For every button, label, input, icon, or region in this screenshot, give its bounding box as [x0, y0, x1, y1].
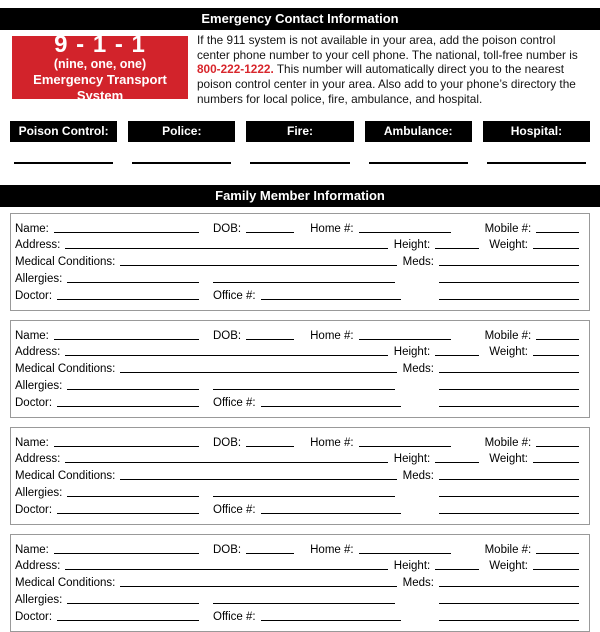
address-label: Address:	[15, 453, 61, 466]
contact-blank-ambulance	[365, 162, 472, 164]
member-row-doctor	[15, 394, 579, 409]
write-in-line	[14, 162, 113, 164]
member-row-allergies	[15, 484, 579, 499]
emergency-contacts-label-row	[10, 121, 590, 142]
emergency-contact-header-title: Emergency Contact Information	[201, 11, 399, 26]
write-in-line	[132, 162, 231, 164]
meds-label: Meds:	[402, 363, 434, 376]
allergies-label: Allergies:	[15, 486, 63, 499]
height-write-in-line	[435, 355, 479, 356]
meds-write-in-line	[439, 372, 579, 373]
address-write-in-line	[65, 248, 387, 249]
name-field	[15, 330, 199, 342]
allergies-write-in-line	[67, 496, 199, 497]
member-row-medical	[15, 253, 579, 268]
911-pronunciation: (nine, one, one)	[53, 57, 147, 72]
poison-control-paragraph	[197, 33, 588, 107]
meds-continuation-line	[439, 282, 579, 283]
meds-write-in-line	[439, 265, 579, 266]
doctor-label: Doctor:	[15, 610, 53, 623]
meds-continuation-line	[439, 513, 579, 514]
name-label: Name:	[15, 222, 49, 235]
allergies-field	[15, 380, 199, 392]
name-label: Name:	[15, 329, 49, 342]
address-label: Address:	[15, 239, 61, 252]
member-row-allergies	[15, 377, 579, 392]
medical-conditions-write-in-line	[120, 372, 396, 373]
member-row-address	[15, 343, 579, 358]
family-member-entry	[10, 320, 590, 418]
medical-conditions-write-in-line	[120, 586, 396, 587]
mobile-phone-label: Mobile #:	[484, 222, 532, 235]
height-write-in-line	[435, 462, 479, 463]
doctor-field	[15, 504, 199, 516]
contact-label-fire: Fire:	[246, 121, 353, 142]
meds-label: Meds:	[402, 470, 434, 483]
medical-conditions-label: Medical Conditions:	[15, 363, 116, 376]
home-phone-write-in-line	[359, 339, 451, 340]
height-write-in-line	[435, 248, 479, 249]
doctor-write-in-line	[57, 620, 199, 621]
doctor-write-in-line	[57, 406, 199, 407]
name-write-in-line	[54, 232, 199, 233]
member-row-medical	[15, 360, 579, 375]
member-row-address	[15, 450, 579, 465]
address-write-in-line	[65, 355, 387, 356]
office-phone-write-in-line	[261, 406, 401, 407]
doctor-field	[15, 290, 199, 302]
name-write-in-line	[54, 446, 199, 447]
medical-conditions-label: Medical Conditions:	[15, 577, 116, 590]
address-write-in-line	[65, 462, 387, 463]
name-field	[15, 544, 199, 556]
member-row-allergies	[15, 270, 579, 285]
medical-conditions-write-in-line	[120, 479, 396, 480]
weight-label: Weight:	[489, 346, 528, 359]
address-label: Address:	[15, 560, 61, 573]
meds-continuation-line	[439, 620, 579, 621]
family-member-header	[0, 185, 600, 207]
member-row-doctor	[15, 287, 579, 302]
weight-label: Weight:	[489, 239, 528, 252]
doctor-write-in-line	[57, 299, 199, 300]
family-member-entry	[10, 213, 590, 311]
911-caption: Emergency Transport System	[33, 72, 167, 103]
allergies-field	[15, 487, 199, 499]
paragraph-text-before: If the 911 system is not available in your area, add the poison control center phone number to your cell phone. The national, toll-free number is	[197, 33, 578, 62]
medical-conditions-label: Medical Conditions:	[15, 256, 116, 269]
name-write-in-line	[54, 553, 199, 554]
height-label: Height:	[393, 346, 431, 359]
dob-label: DOB:	[213, 543, 242, 556]
allergies-write-in-line	[67, 603, 199, 604]
dob-label: DOB:	[213, 329, 242, 342]
member-row-allergies	[15, 591, 579, 606]
office-phone-label: Office #:	[213, 289, 256, 302]
doctor-write-in-line	[57, 513, 199, 514]
member-row-doctor	[15, 608, 579, 623]
dob-write-in-line	[246, 553, 294, 554]
mobile-phone-label: Mobile #:	[484, 543, 532, 556]
write-in-line	[250, 162, 349, 164]
allergies-field	[15, 594, 199, 606]
meds-continuation-line	[439, 603, 579, 604]
contact-blank-hospital	[483, 162, 590, 164]
height-label: Height:	[393, 239, 431, 252]
member-row-identity	[15, 220, 579, 235]
write-in-line	[369, 162, 468, 164]
height-label: Height:	[393, 560, 431, 573]
mobile-phone-write-in-line	[536, 232, 579, 233]
weight-write-in-line	[533, 355, 579, 356]
office-phone-label: Office #:	[213, 503, 256, 516]
meds-continuation-line	[439, 389, 579, 390]
weight-label: Weight:	[489, 560, 528, 573]
member-row-address	[15, 236, 579, 251]
allergies-label: Allergies:	[15, 272, 63, 285]
address-label: Address:	[15, 346, 61, 359]
member-row-address	[15, 557, 579, 572]
home-phone-label: Home #:	[310, 329, 354, 342]
paragraph-text-after: This number will automatically direct you to the nearest poison control center in your area. Also add to your phone’s directory the numbers for local police, fire, ambulance, and hospital.	[197, 62, 576, 106]
write-in-line	[487, 162, 586, 164]
weight-label: Weight:	[489, 453, 528, 466]
meds-write-in-line	[439, 586, 579, 587]
doctor-field	[15, 397, 199, 409]
dob-label: DOB:	[213, 436, 242, 449]
911-number: 9 - 1 - 1	[54, 31, 146, 59]
weight-write-in-line	[533, 569, 579, 570]
office-phone-write-in-line	[261, 620, 401, 621]
allergies-label: Allergies:	[15, 379, 63, 392]
mobile-phone-write-in-line	[536, 446, 579, 447]
medical-conditions-label: Medical Conditions:	[15, 470, 116, 483]
home-phone-write-in-line	[359, 446, 451, 447]
dob-label: DOB:	[213, 222, 242, 235]
home-phone-label: Home #:	[310, 543, 354, 556]
dob-write-in-line	[246, 232, 294, 233]
allergies-field	[15, 273, 199, 285]
name-write-in-line	[54, 339, 199, 340]
intro-section	[12, 31, 588, 107]
contact-blank-fire	[246, 162, 353, 164]
contact-label-ambulance: Ambulance:	[365, 121, 472, 142]
emergency-contacts-blank-row	[10, 162, 590, 164]
contact-label-poison-control: Poison Control:	[10, 121, 117, 142]
meds-continuation-line	[439, 299, 579, 300]
contact-blank-poison-control	[10, 162, 117, 164]
name-field	[15, 437, 199, 449]
weight-write-in-line	[533, 462, 579, 463]
medical-conditions-write-in-line	[120, 265, 396, 266]
poison-control-phone-number: 800-222-1222.	[197, 62, 274, 77]
weight-write-in-line	[533, 248, 579, 249]
contact-blank-police	[128, 162, 235, 164]
family-member-entry	[10, 427, 590, 525]
dob-write-in-line	[246, 446, 294, 447]
mobile-phone-write-in-line	[536, 339, 579, 340]
911-red-box	[12, 31, 188, 103]
allergies-continuation-line	[213, 389, 395, 390]
member-row-identity	[15, 434, 579, 449]
member-row-identity	[15, 327, 579, 342]
member-row-medical	[15, 467, 579, 482]
allergies-write-in-line	[67, 389, 199, 390]
doctor-field	[15, 611, 199, 623]
name-label: Name:	[15, 543, 49, 556]
address-write-in-line	[65, 569, 387, 570]
office-phone-write-in-line	[261, 299, 401, 300]
allergies-write-in-line	[67, 282, 199, 283]
meds-continuation-line	[439, 406, 579, 407]
height-write-in-line	[435, 569, 479, 570]
office-phone-label: Office #:	[213, 610, 256, 623]
meds-continuation-line	[439, 496, 579, 497]
meds-write-in-line	[439, 479, 579, 480]
office-phone-label: Office #:	[213, 396, 256, 409]
name-field	[15, 223, 199, 235]
home-phone-write-in-line	[359, 232, 451, 233]
office-phone-write-in-line	[261, 513, 401, 514]
allergies-label: Allergies:	[15, 593, 63, 606]
family-member-entry	[10, 534, 590, 632]
member-row-medical	[15, 574, 579, 589]
allergies-continuation-line	[213, 603, 395, 604]
allergies-continuation-line	[213, 282, 395, 283]
contact-label-police: Police:	[128, 121, 235, 142]
meds-label: Meds:	[402, 256, 434, 269]
emergency-contact-header	[0, 8, 600, 30]
family-members-list	[10, 213, 590, 632]
meds-label: Meds:	[402, 577, 434, 590]
family-member-header-title: Family Member Information	[215, 187, 385, 203]
member-row-identity	[15, 541, 579, 556]
mobile-phone-write-in-line	[536, 553, 579, 554]
home-phone-label: Home #:	[310, 436, 354, 449]
mobile-phone-label: Mobile #:	[484, 329, 532, 342]
home-phone-write-in-line	[359, 553, 451, 554]
contact-label-hospital: Hospital:	[483, 121, 590, 142]
doctor-label: Doctor:	[15, 396, 53, 409]
allergies-continuation-line	[213, 496, 395, 497]
height-label: Height:	[393, 453, 431, 466]
name-label: Name:	[15, 436, 49, 449]
doctor-label: Doctor:	[15, 503, 53, 516]
mobile-phone-label: Mobile #:	[484, 436, 532, 449]
member-row-doctor	[15, 501, 579, 516]
home-phone-label: Home #:	[310, 222, 354, 235]
doctor-label: Doctor:	[15, 289, 53, 302]
dob-write-in-line	[246, 339, 294, 340]
